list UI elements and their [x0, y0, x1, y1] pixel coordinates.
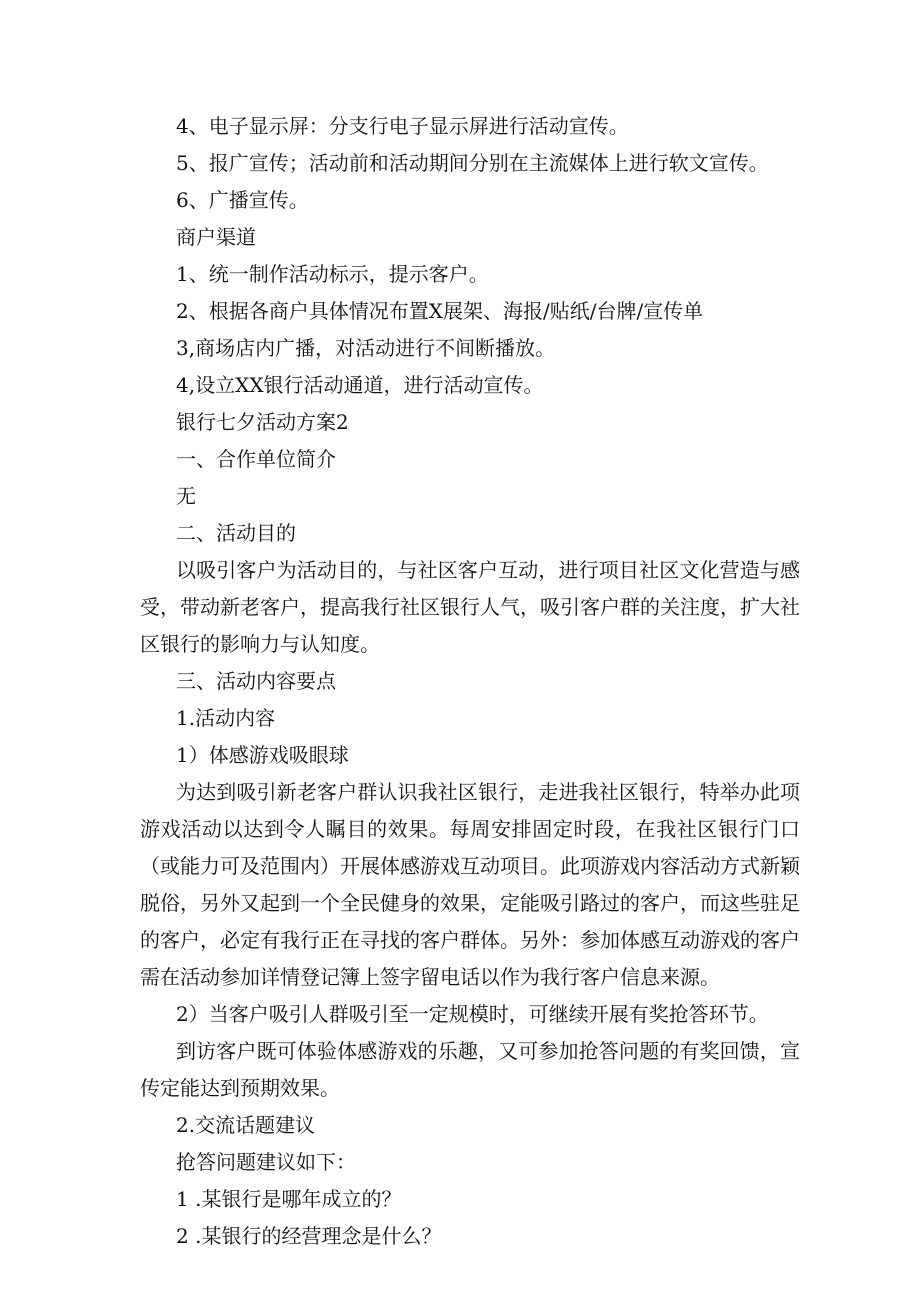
- paragraph-quiz: 到访客户既可体验体感游戏的乐趣，又可参加抢答问题的有奖回馈，宣传定能达到预期效果。: [140, 1039, 800, 1100]
- section-heading-content: 三、活动内容要点: [176, 669, 336, 693]
- list-item-electronic-display: 4、电子显示屏：分支行电子显示屏进行活动宣传。: [176, 114, 629, 138]
- section-heading-merchant-channel: 商户渠道: [176, 225, 256, 249]
- subheading-topics: 2.交流话题建议: [176, 1113, 316, 1137]
- section-heading-partners: 一、合作单位简介: [176, 447, 336, 471]
- subheading-activity-content: 1.活动内容: [176, 706, 276, 730]
- list-item-activity-channel: 4,设立XX银行活动通道，进行活动宣传。: [176, 373, 544, 397]
- subheading-quiz: 2）当客户吸引人群吸引至一定规模时，可继续开展有奖抢答环节。: [176, 1002, 769, 1026]
- quiz-question-2: 2 .某银行的经营理念是什么？: [176, 1224, 442, 1248]
- paragraph-purpose: 以吸引客户为活动目的，与社区客户互动，进行项目社区文化营造与感受，带动新老客户，提高我行社区银行人气，吸引客户群的关注度，扩大社区银行的影响力与认知度。: [140, 558, 800, 656]
- list-item-radio: 6、广播宣传。: [176, 188, 309, 212]
- list-item-mall-broadcast: 3,商场店内广播，对活动进行不间断播放。: [176, 336, 556, 360]
- plan-title: 银行七夕活动方案2: [176, 410, 349, 434]
- list-item-signage: 1、统一制作活动标示，提示客户。: [176, 262, 489, 286]
- section-heading-purpose: 二、活动目的: [176, 521, 296, 545]
- paragraph-motion-game: 为达到吸引新老客户群认识我社区银行，走进我社区银行，特举办此项游戏活动以达到令人瞩目的效果。每周安排固定时段，在我社区银行门口（或能力可及范围内）开展体感游戏互动项目。此项游戏内容活动方式新颖脱俗，另外又起到一个全民健身的效果，定能吸引路过的客户，而这些驻足的客户，必定有我行正在寻找的客户群体。另外：参加体感互动游戏的客户需在活动参加详情登记簿上签字留电话以作为我行客户信息来源。: [140, 780, 800, 989]
- partners-value: 无: [176, 484, 196, 508]
- quiz-intro: 抢答问题建议如下：: [176, 1150, 356, 1174]
- list-item-display-stands: 2、根据各商户具体情况布置X展架、海报/贴纸/台牌/宣传单: [176, 299, 704, 323]
- list-item-newspaper-ads: 5、报广宣传；活动前和活动期间分别在主流媒体上进行软文宣传。: [176, 151, 769, 175]
- document-body: [140, 108, 800, 1255]
- subheading-motion-game: 1）体感游戏吸眼球: [176, 743, 349, 767]
- quiz-question-1: 1 .某银行是哪年成立的？: [176, 1187, 402, 1211]
